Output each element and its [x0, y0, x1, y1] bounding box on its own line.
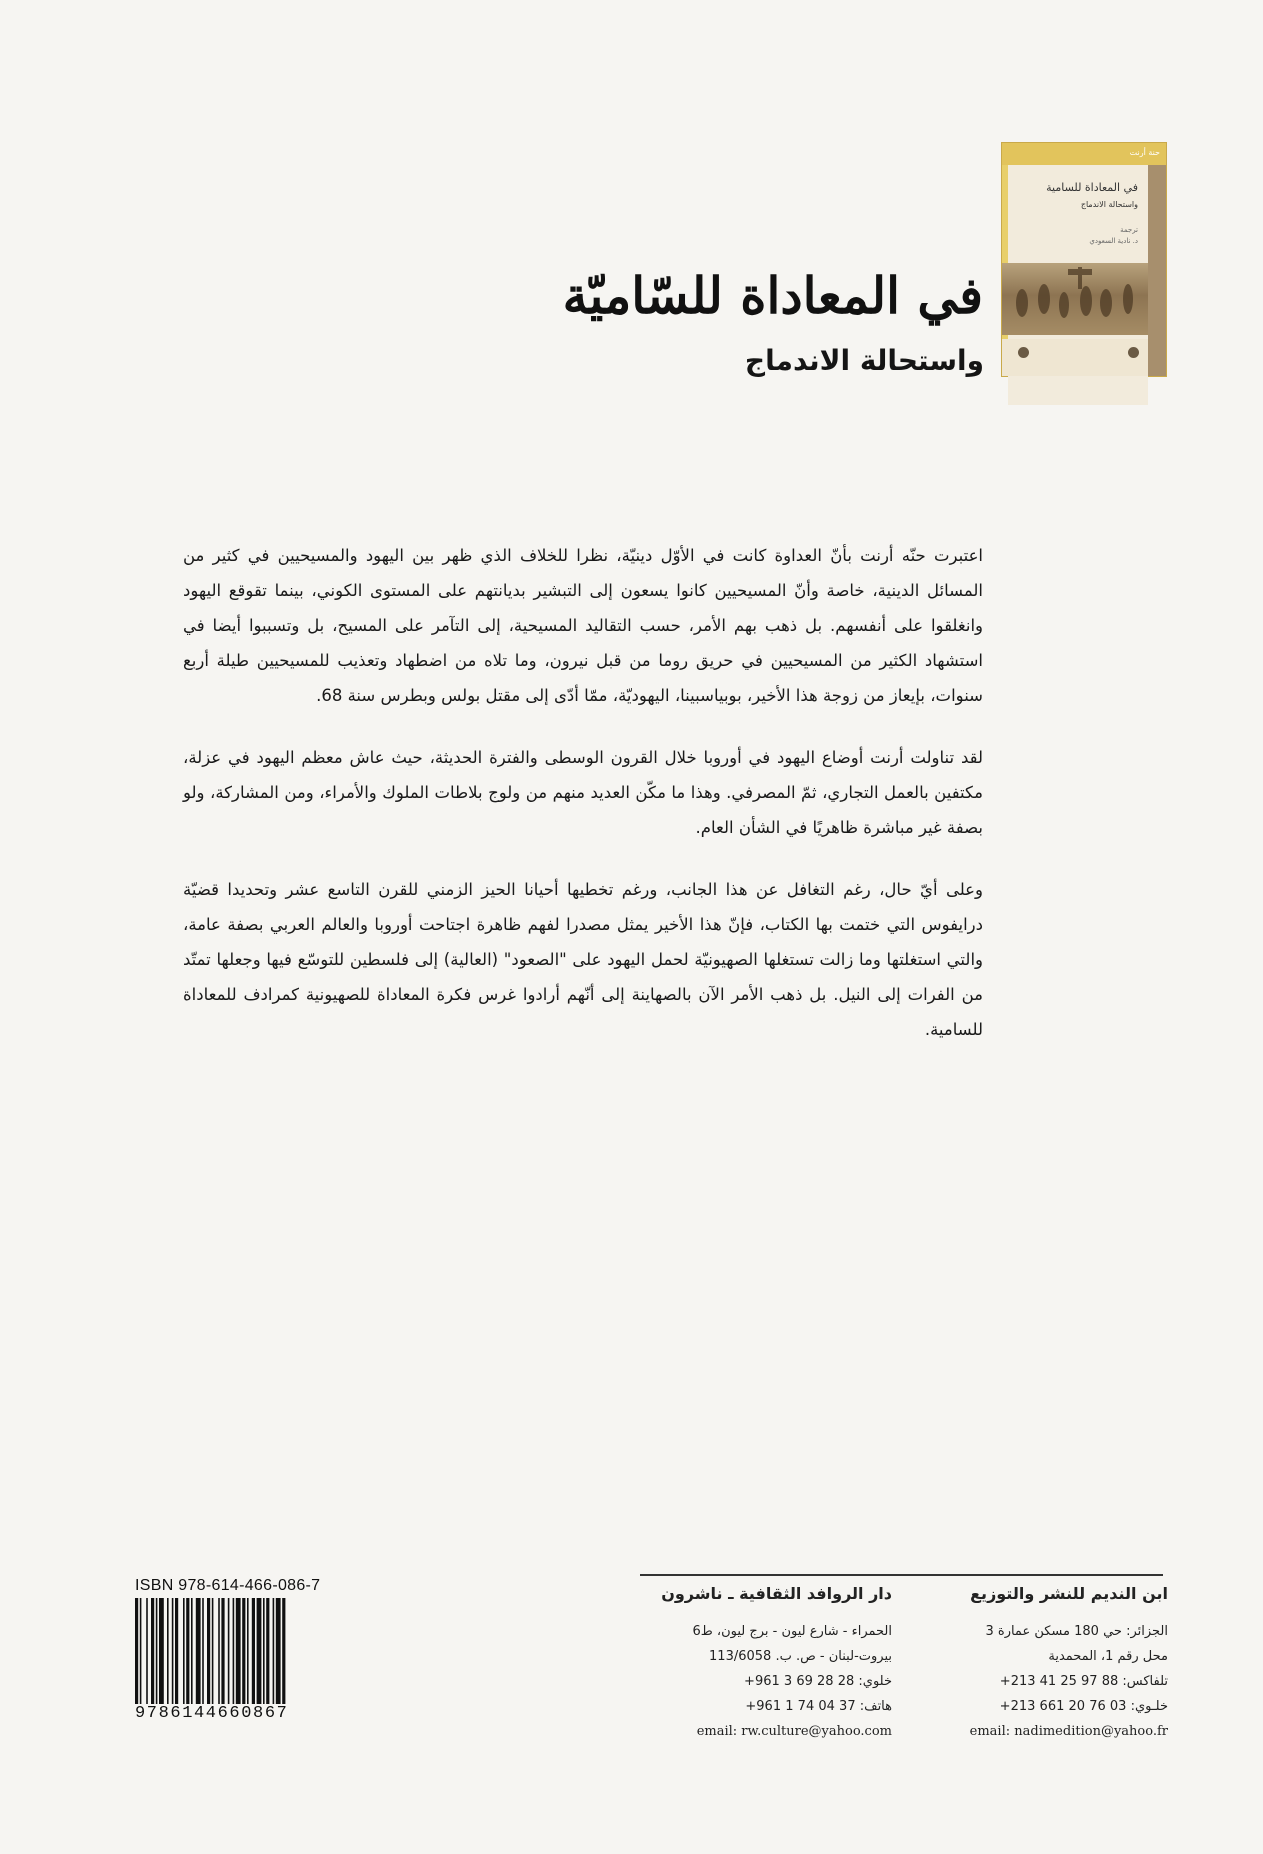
- address-line: محل رقم 1، المحمدية: [1048, 1649, 1168, 1664]
- barcode-digits: 9786144660867: [135, 1704, 289, 1723]
- barcode-bar: [183, 1598, 185, 1704]
- logo-icon: [1128, 347, 1139, 358]
- address-line: الجزائر: حي 180 مسكن عمارة 3: [985, 1624, 1168, 1639]
- barcode-bar: [236, 1598, 241, 1704]
- barcode-bar: [196, 1598, 201, 1704]
- barcode: [135, 1598, 328, 1704]
- barcode-bar: [146, 1598, 148, 1704]
- barcode-bar: [167, 1598, 169, 1704]
- barcode-bar: [172, 1598, 174, 1704]
- barcode-bar: [218, 1598, 220, 1704]
- publisher-ibn-nadim: [898, 1560, 1168, 1744]
- phone-line: خلـوي: 03 76 20 661 213+: [999, 1699, 1168, 1714]
- barcode-bar: [242, 1598, 245, 1704]
- publisher-name: ابن النديم للنشر والتوزيع: [970, 1584, 1168, 1603]
- barcode-bar: [140, 1598, 142, 1704]
- barcode-bar: [156, 1598, 158, 1704]
- address-line: الحمراء - شارع ليون - برج ليون، ط6: [692, 1624, 892, 1639]
- barcode-bar: [151, 1598, 154, 1704]
- barcode-bar: [263, 1598, 265, 1704]
- phone-line: هاتف: 37 04 74 1 961+: [745, 1699, 892, 1714]
- address-line: بيروت-لبنان - ص. ب. 113/6058: [709, 1649, 892, 1664]
- barcode-bar: [276, 1598, 281, 1704]
- barcode-bar: [186, 1598, 189, 1704]
- thumbnail-translator: د. نادية السعودي: [1089, 237, 1138, 245]
- barcode-bar: [191, 1598, 193, 1704]
- thumbnail-translator-label: ترجمة: [1120, 226, 1138, 234]
- thumbnail-artwork: [1002, 263, 1148, 335]
- thumbnail-author: حنة أرنت: [1002, 143, 1166, 165]
- phone-line: تلفاكس: 88 97 25 41 213+: [999, 1674, 1168, 1689]
- blurb-paragraph: وعلى أيّ حال، رغم التغافل عن هذا الجانب، ورغم تخطيها أحيانا الحيز الزمني للقرن التاسع عشر وتحديدا قضيّة درايفوس التي ختمت بها الكتاب، فإنّ هذا الأخير يمثل مصدرا لفهم ظاهرة اجتاحت أوروبا والعالم العربي بصفة عامة، والتي استغلتها وما زالت تستغلها الصهيونيّة لحمل اليهود على "الصعود" (العالية) إلى فلسطين للتوسّع فيها وجعلها تمتّد من الفرات إلى النيل. بل ذهب الأمر الآن بالصهاينة إلى أنّهم أرادوا غرس فكرة المعاداة للصهيونية كمرادف للمعاداة للسامية.: [183, 880, 983, 1039]
- isbn-text: ISBN 978-614-466-086-7: [135, 1577, 321, 1594]
- barcode-bar: [135, 1598, 138, 1704]
- publisher-email: email: nadimedition@yahoo.fr: [969, 1724, 1168, 1739]
- barcode-bar: [202, 1598, 204, 1704]
- blurb: [183, 538, 983, 1074]
- barcode-bar: [266, 1598, 269, 1704]
- barcode-bar: [207, 1598, 210, 1704]
- barcode-bar: [257, 1598, 262, 1704]
- barcode-bar: [175, 1598, 178, 1704]
- barcode-bar: [212, 1598, 214, 1704]
- publisher-rawafed: [622, 1560, 892, 1744]
- blurb-paragraph: لقد تناولت أرنت أوضاع اليهود في أوروبا خلال القرون الوسطى والفترة الحديثة، حيث عاش معظم اليهود في عزلة، مكتفين بالعمل التجاري، ثمّ المصرفي. وهذا ما مكّن العديد منهم من ولوج بلاطات الملوك والأمراء، ومن المشاركة، ولو بصفة غير مباشرة ظاهريًا في الشأن العام.: [183, 748, 983, 837]
- barcode-bar: [247, 1598, 249, 1704]
- barcode-bar: [273, 1598, 275, 1704]
- barcode-bar: [233, 1598, 235, 1704]
- publisher-email: email: rw.culture@yahoo.com: [696, 1724, 892, 1739]
- thumbnail-title: في المعاداة للسامية: [1046, 181, 1138, 194]
- thumbnail-spine: [1148, 165, 1166, 376]
- barcode-bar: [252, 1598, 255, 1704]
- logo-icon: [1018, 347, 1029, 358]
- barcode-bar: [282, 1598, 285, 1704]
- barcode-bar: [159, 1598, 164, 1704]
- thumbnail-subtitle: واستحالة الاندماج: [1080, 200, 1138, 209]
- book-title: في المعاداة للسّاميّة: [562, 266, 983, 325]
- barcode-bar: [228, 1598, 230, 1704]
- publisher-name: دار الروافد الثقافية ـ ناشرون: [661, 1584, 892, 1603]
- blurb-paragraph: اعتبرت حنّه أرنت بأنّ العداوة كانت في الأوّل دينيّة، نظرا للخلاف الذي ظهر بين اليهود والمسيحيين في كثير من المسائل الدينية، خاصة وأنّ المسيحيين كانوا يسعون إلى التبشير بديانتهم على المستوى الكوني، بينما تقوقع اليهود وانغلقوا على أنفسهم. بل ذهب بهم الأمر، حسب التقاليد المسيحية، إلى التآمر على المسيح، بل وتسببوا أيضا في استشهاد الكثير من المسيحيين في حريق روما من قبل نيرون، وما تلاه من اضطهاد وتعذيب للمسيحيين طيلة أربع سنوات، بإيعاز من زوجة هذا الأخير، بوبياسبينا، اليهوديّة، ممّا أدّى إلى مقتل بولس وبطرس سنة 68.: [183, 546, 983, 705]
- cover-thumbnail: [1002, 143, 1166, 376]
- book-subtitle: واستحالة الاندماج: [744, 344, 984, 377]
- phone-line: خلوي: 28 28 69 3 961+: [744, 1674, 892, 1689]
- barcode-bar: [221, 1598, 224, 1704]
